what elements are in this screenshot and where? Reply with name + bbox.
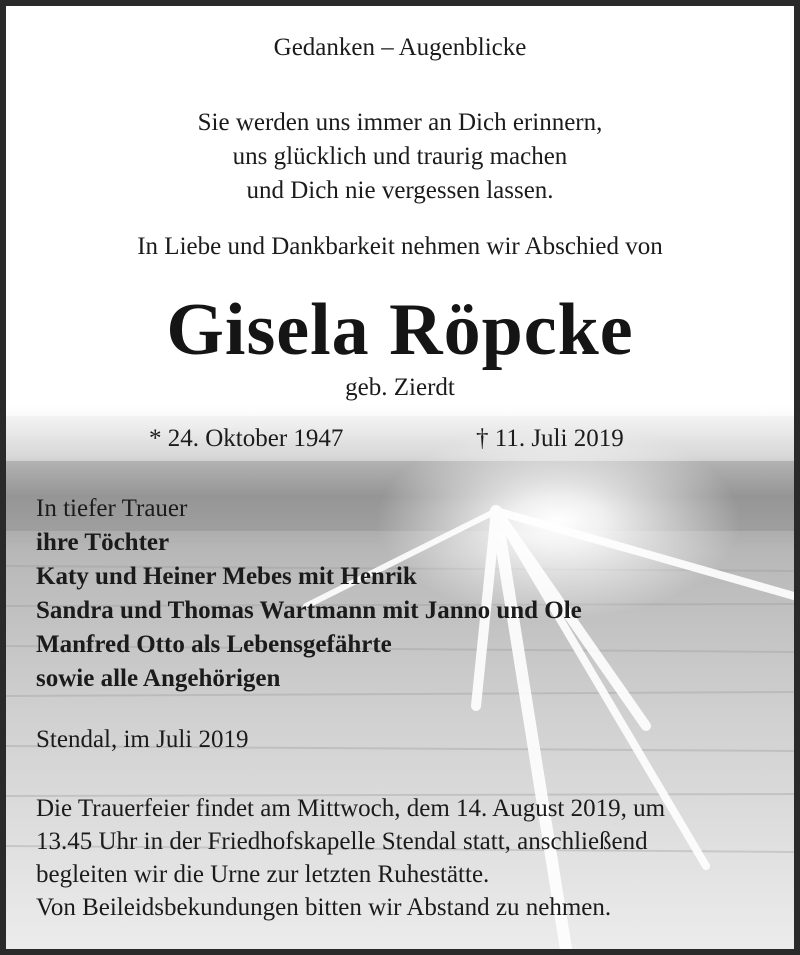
mourner-line: Sandra und Thomas Wartmann mit Janno und Ole (36, 597, 582, 624)
header-title: Gedanken – Augenblicke (273, 34, 527, 61)
poem-line: Sie werden uns immer an Dich erinnern, (197, 109, 603, 136)
birth-date: * 24. Oktober 1947 (149, 425, 344, 452)
deceased-name: Gisela Röpcke (166, 289, 634, 371)
poem-line: uns glücklich und traurig machen (232, 143, 568, 170)
notice-line: begleiten wir die Urne zur letzten Ruhestätte. (36, 861, 490, 888)
notice-line: Die Trauerfeier findet am Mittwoch, dem 14. August 2019, um (36, 795, 666, 822)
mourners-intro: In tiefer Trauer (36, 495, 188, 522)
mourner-line: sowie alle Angehörigen (36, 665, 281, 692)
poem (6, 106, 794, 208)
mourner-line: Katy und Heiner Mebes mit Henrik (36, 563, 417, 590)
notice-line: Von Beileidsbekundungen bitten wir Abstand zu nehmen. (36, 894, 612, 921)
funeral-notice (36, 792, 766, 924)
mourners-list (36, 492, 582, 696)
notice-line: 13.45 Uhr in der Friedhofskapelle Stendal statt, anschließend (36, 828, 648, 855)
farewell-intro: In Liebe und Dankbarkeit nehmen wir Abschied von (137, 233, 663, 260)
death-date: † 11. Juli 2019 (476, 425, 624, 452)
mourner-line: ihre Töchter (36, 529, 170, 556)
poem-line: und Dich nie vergessen lassen. (246, 177, 554, 204)
maiden-name: geb. Zierdt (345, 374, 455, 401)
mourner-line: Manfred Otto als Lebensgefährte (36, 631, 392, 658)
place-date: Stendal, im Juli 2019 (36, 726, 249, 753)
